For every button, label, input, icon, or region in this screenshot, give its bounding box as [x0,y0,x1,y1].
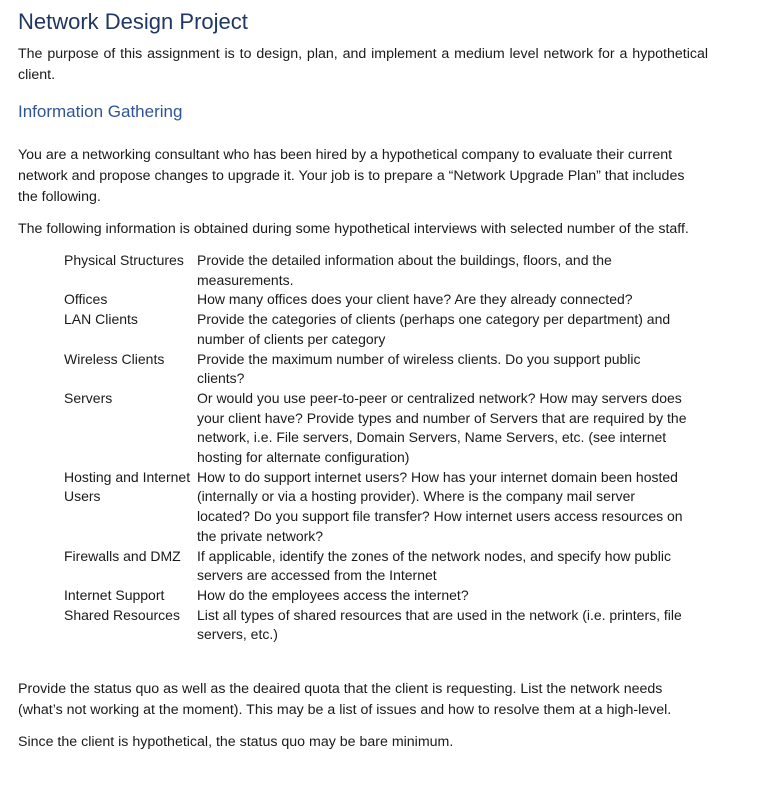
table-row [64,468,687,547]
table-row [64,290,687,310]
table-row [64,251,687,290]
row-label: Firewalls and DMZ [64,547,181,564]
paragraph-consultant: You are a networking consultant who has been hired by a hypothetical company to evaluate their current network and propose changes to upgrade it. Your job is to prepare a “Network Upgrade Plan” that includes the following. [18,147,685,205]
row-label: LAN Clients [64,311,138,328]
table-row [64,310,687,349]
table-row [64,586,687,606]
row-description: List all types of shared resources that are used in the network (i.e. printers, file servers, etc.) [197,606,682,643]
row-description: If applicable, identify the zones of the network nodes, and specify how public servers are accessed from the Internet [197,547,671,584]
row-label: Wireless Clients [64,350,165,367]
row-description: How to do support internet users? How has your internet domain been hosted (internally or via a hosting provider). Where is the company mail server located? Do you support file transfer? How internet users access resources on the private network? [197,468,683,544]
row-description: How do the employees access the internet? [197,586,469,603]
row-label: Internet Support [64,586,165,603]
row-label: Physical Structures [64,252,184,268]
closing-section [18,679,708,753]
row-label: Offices [64,291,108,308]
row-label: Shared Resources [64,606,180,623]
table-row [64,547,687,586]
row-label: Servers [64,389,113,406]
page-title: Network Design Project [18,9,248,34]
row-description: Provide the categories of clients (perhaps one category per department) and number of clients per category [197,311,671,347]
row-description: How many offices does your client have? Are they already connected? [197,291,633,308]
paragraph-hypothetical-client: Since the client is hypothetical, the status quo may be bare minimum. [18,734,454,751]
paragraph-status-quo: Provide the status quo as well as the deaired quota that the client is requesting. List the network needs (what’s not working at the moment). This may be a list of issues and how to resolve them at a high-level. [18,681,672,719]
table-row [64,350,687,389]
table-row [64,606,687,645]
paragraph-interviews: The following information is obtained during some hypothetical interviews with selected number of the staff. [18,221,689,237]
intro-paragraph: The purpose of this assignment is to design, plan, and implement a medium level network for a hypothetical client. [18,46,708,83]
row-description: Provide the detailed information about the buildings, floors, and the measurements. [197,252,612,288]
section-heading: Information Gathering [18,102,183,121]
table-row [64,389,687,468]
row-description: Provide the maximum number of wireless clients. Do you support public clients? [197,350,641,387]
row-description: Or would you use peer-to-peer or centralized network? How may servers does your client have? Provide types and number of Servers that are required by the network, i.e. File servers, Domain Servers, Name Servers, etc. (see internet hosting for alternate configuration) [197,389,687,466]
row-label: Hosting and Internet Users [64,468,191,505]
information-table [64,251,687,645]
document-page [18,6,708,753]
